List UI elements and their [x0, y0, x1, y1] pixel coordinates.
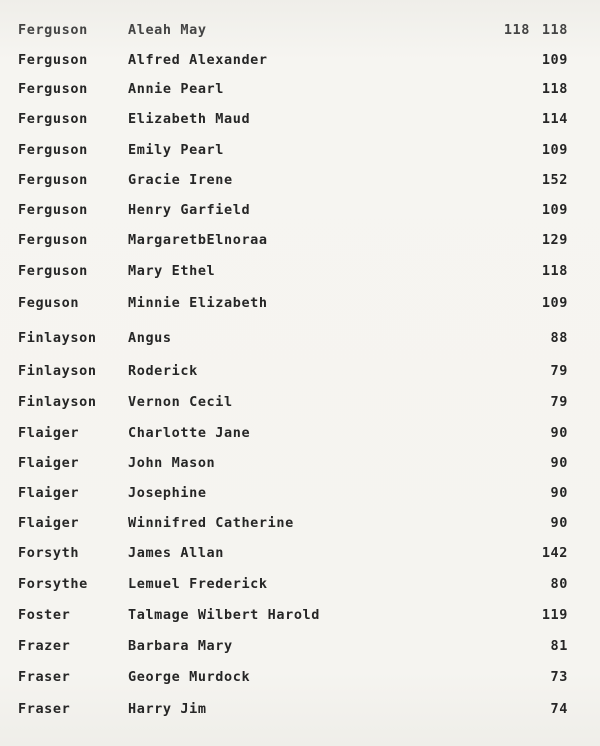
record-row [0, 576, 600, 600]
record-row [0, 172, 600, 196]
record-row [0, 394, 600, 418]
surname: Ferguson [18, 22, 88, 38]
record-row [0, 22, 600, 46]
given-names: Alfred Alexander [128, 52, 268, 68]
record-number: 109 [541, 142, 568, 158]
given-names: Annie Pearl [128, 81, 225, 97]
surname: Frazer [18, 638, 71, 654]
record-number: 90 [550, 485, 568, 501]
surname: Ferguson [18, 232, 88, 248]
surname: Flaiger [18, 455, 80, 471]
given-names: James Allan [128, 545, 225, 561]
record-row [0, 330, 600, 354]
record-number: 109 [541, 52, 568, 68]
record-number: 88 [550, 330, 568, 346]
surname: Ferguson [18, 52, 88, 68]
record-number: 79 [550, 363, 568, 379]
record-row [0, 111, 600, 135]
record-row [0, 455, 600, 479]
record-number: 90 [550, 515, 568, 531]
record-row [0, 232, 600, 256]
given-names: Winnifred Catherine [128, 515, 294, 531]
record-row [0, 545, 600, 569]
surname: Ferguson [18, 111, 88, 127]
record-row [0, 263, 600, 287]
record-number: 152 [541, 172, 568, 188]
given-names: Josephine [128, 485, 207, 501]
given-names: Henry Garfield [128, 202, 251, 218]
record-row [0, 52, 600, 76]
record-row [0, 485, 600, 509]
surname: Forsyth [18, 545, 80, 561]
given-names: George Murdock [128, 669, 251, 685]
record-number: 129 [541, 232, 568, 248]
given-names: Charlotte Jane [128, 425, 251, 441]
surname: Fraser [18, 669, 71, 685]
surname: Ferguson [18, 263, 88, 279]
surname: Flaiger [18, 425, 80, 441]
surname: Ferguson [18, 142, 88, 158]
surname: Foster [18, 607, 71, 623]
overstruck-number: 118 [503, 22, 530, 38]
surname: Finlayson [18, 363, 97, 379]
record-number: 90 [550, 425, 568, 441]
surname: Feguson [18, 295, 80, 311]
surname: Forsythe [18, 576, 88, 592]
given-names: John Mason [128, 455, 216, 471]
given-names: Lemuel Frederick [128, 576, 268, 592]
record-number: 80 [550, 576, 568, 592]
record-row [0, 81, 600, 105]
record-row [0, 142, 600, 166]
record-number: 90 [550, 455, 568, 471]
given-names: Emily Pearl [128, 142, 225, 158]
record-row [0, 638, 600, 662]
surname: Finlayson [18, 394, 97, 410]
record-number: 74 [550, 701, 568, 717]
surname: Flaiger [18, 485, 80, 501]
record-row [0, 425, 600, 449]
surname: Finlayson [18, 330, 97, 346]
record-row [0, 363, 600, 387]
record-row [0, 701, 600, 725]
surname: Fraser [18, 701, 71, 717]
surname: Ferguson [18, 202, 88, 218]
given-names: Angus [128, 330, 172, 346]
record-number: 119 [541, 607, 568, 623]
record-number: 118 [541, 263, 568, 279]
record-number: 118 [541, 81, 568, 97]
given-names: Mary Ethel [128, 263, 216, 279]
record-number: 79 [550, 394, 568, 410]
record-number: 142 [541, 545, 568, 561]
surname: Flaiger [18, 515, 80, 531]
record-row [0, 295, 600, 319]
given-names: Barbara Mary [128, 638, 233, 654]
record-row [0, 202, 600, 226]
record-number: 109 [541, 295, 568, 311]
given-names: MargaretbElnoraa [128, 232, 268, 248]
given-names: Roderick [128, 363, 198, 379]
surname: Ferguson [18, 172, 88, 188]
given-names: Elizabeth Maud [128, 111, 251, 127]
given-names: Gracie Irene [128, 172, 233, 188]
given-names: Aleah May [128, 22, 207, 38]
record-number: 114 [541, 111, 568, 127]
record-number: 81 [550, 638, 568, 654]
surname: Ferguson [18, 81, 88, 97]
given-names: Talmage Wilbert Harold [128, 607, 321, 623]
record-row [0, 669, 600, 693]
record-number: 109 [541, 202, 568, 218]
record-number: 118 [541, 22, 568, 38]
given-names: Vernon Cecil [128, 394, 233, 410]
record-number: 73 [550, 669, 568, 685]
record-row [0, 607, 600, 631]
record-row [0, 515, 600, 539]
given-names: Minnie Elizabeth [128, 295, 268, 311]
given-names: Harry Jim [128, 701, 207, 717]
